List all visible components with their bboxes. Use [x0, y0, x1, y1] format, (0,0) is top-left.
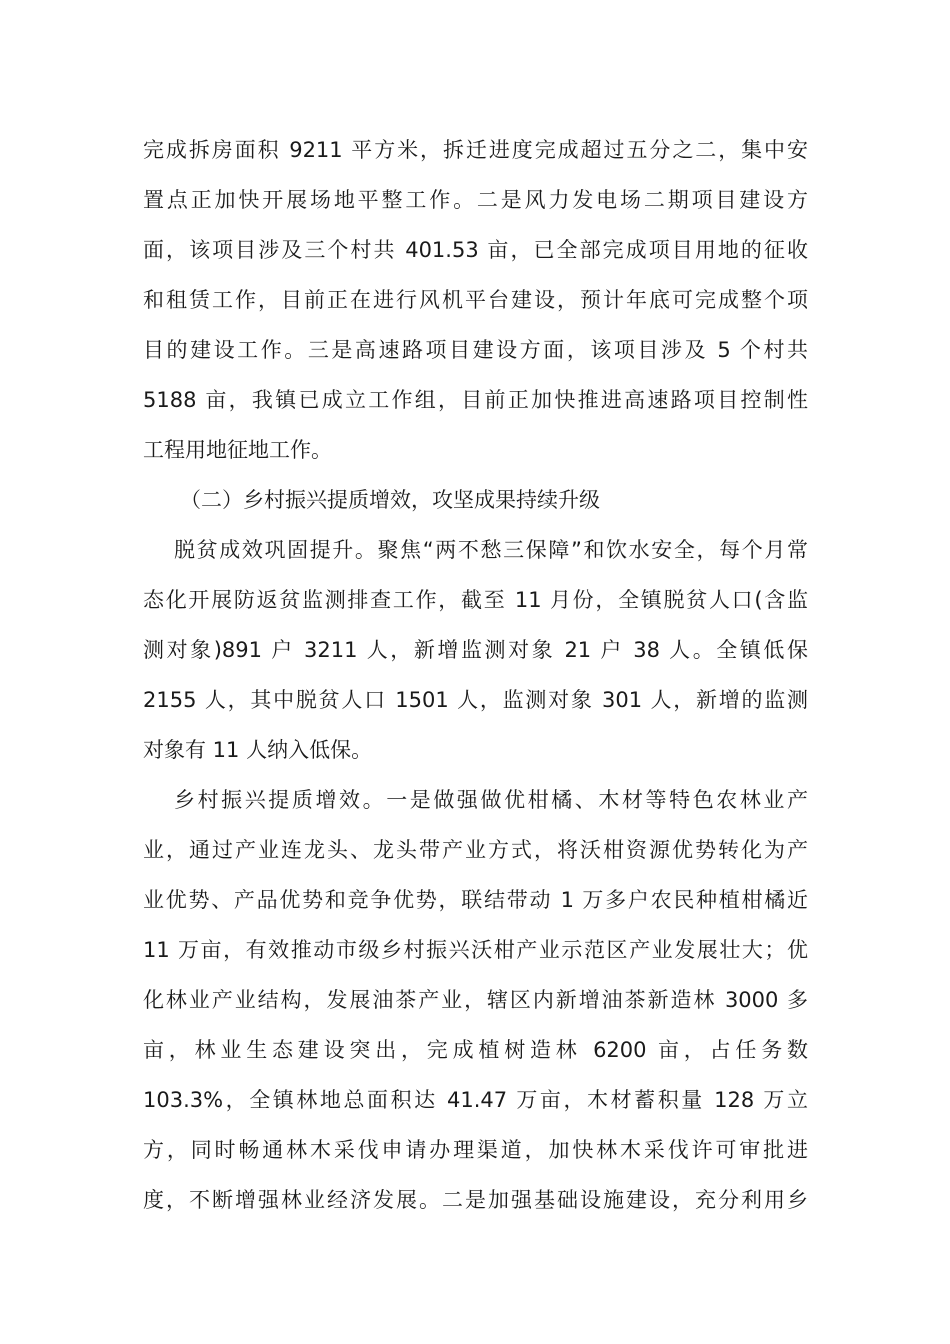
text-line: 态化开展防返贫监测排查工作，截至 11 月份，全镇脱贫人口(含监 — [143, 588, 808, 612]
paragraph-first-line: 乡村振兴提质增效。一是做强做优柑橘、木材等特色农林业产 — [174, 788, 808, 812]
text-line: 测对象)891 户 3211 人，新增监测对象 21 户 38 人。全镇低保 — [143, 638, 808, 662]
text-line: 业优势、产品优势和竞争优势，联结带动 1 万多户农民种植柑橘近 — [143, 888, 808, 912]
text-line: 和租赁工作，目前正在进行风机平台建设，预计年底可完成整个项 — [143, 288, 808, 312]
text-line: 度，不断增强林业经济发展。二是加强基础设施建设，充分利用乡 — [143, 1188, 808, 1212]
text-line: 2155 人，其中脱贫人口 1501 人，监测对象 301 人，新增的监测 — [143, 688, 808, 712]
text-line: 11 万亩，有效推动市级乡村振兴沃柑产业示范区产业发展壮大；优 — [143, 938, 808, 962]
text-line: 亩，林业生态建设突出，完成植树造林 6200 亩，占任务数 — [143, 1038, 808, 1062]
text-line: 工程用地征地工作。 — [143, 438, 332, 462]
section-heading: （二）乡村振兴提质增效，攻坚成果持续升级 — [180, 488, 600, 512]
text-line: 目的建设工作。三是高速路项目建设方面，该项目涉及 5 个村共 — [143, 338, 808, 362]
text-line: 置点正加快开展场地平整工作。二是风力发电场二期项目建设方 — [143, 188, 808, 212]
text-line: 5188 亩，我镇已成立工作组，目前正加快推进高速路项目控制性 — [143, 388, 808, 412]
text-line: 103.3%，全镇林地总面积达 41.47 万亩，木材蓄积量 128 万立 — [143, 1088, 808, 1112]
paragraph-first-line: 脱贫成效巩固提升。聚焦“两不愁三保障”和饮水安全，每个月常 — [174, 538, 808, 562]
text-line: 面，该项目涉及三个村共 401.53 亩，已全部完成项目用地的征收 — [143, 238, 808, 262]
text-line: 完成拆房面积 9211 平方米，拆迁进度完成超过五分之二，集中安 — [143, 138, 808, 162]
text-line: 方，同时畅通林木采伐申请办理渠道，加快林木采伐许可审批进 — [143, 1138, 808, 1162]
text-line: 对象有 11 人纳入低保。 — [143, 738, 373, 762]
text-line: 业，通过产业连龙头、龙头带产业方式，将沃柑资源优势转化为产 — [143, 838, 808, 862]
text-line: 化林业产业结构，发展油茶产业，辖区内新增油茶新造林 3000 多 — [143, 988, 808, 1012]
